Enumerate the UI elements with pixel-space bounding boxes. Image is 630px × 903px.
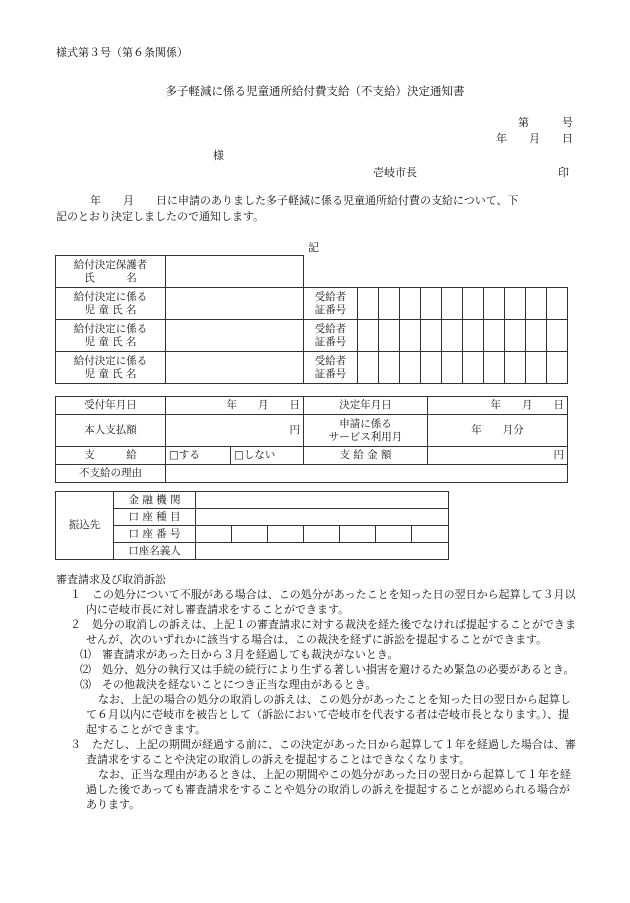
child-name-value[interactable] — [166, 288, 304, 320]
cert-digit[interactable] — [400, 352, 421, 384]
cert-digit[interactable] — [505, 288, 526, 320]
cert-digit[interactable] — [379, 320, 400, 352]
account-holder-value[interactable] — [196, 543, 449, 560]
appeal-notes — [56, 572, 576, 812]
cert-number-label: 受給者 証番号 — [304, 352, 358, 384]
cert-digit[interactable] — [358, 320, 379, 352]
note-paragraph-3: なお、正当な理由があるときは、上記の期間やこの処分があった日の翌日から起算して１年を経過した後であっても審査請求をすることや処分の取消しの訴えを提起することが認められる場合があります。 — [86, 768, 571, 811]
blank-area — [304, 256, 568, 288]
child-name-label: 給付決定に係る 児 童 氏 名 — [56, 288, 166, 320]
transfer-label: 振込先 — [56, 492, 114, 560]
account-digit[interactable] — [232, 526, 268, 543]
cert-digit[interactable] — [421, 352, 442, 384]
decision-date-label: 決定年月日 — [304, 397, 428, 415]
cert-digit[interactable] — [358, 288, 379, 320]
cert-digit[interactable] — [484, 288, 505, 320]
account-digit[interactable] — [340, 526, 376, 543]
self-pay-value[interactable]: 円 — [166, 415, 304, 447]
child-row — [56, 352, 568, 384]
note-item-1: １ この処分について不服がある場合は、この処分があったことを知った日の翌日から起算して３月以内に壱岐市長に対し審査請求をすることができます。 — [70, 588, 576, 616]
cert-digit[interactable] — [547, 352, 568, 384]
cert-digit[interactable] — [547, 288, 568, 320]
notes-heading: 審査請求及び取消訴訟 — [56, 573, 166, 586]
note-sub-2: ⑵ 処分、処分の執行又は手続の続行により生ずる著しい損害を避けるため緊急の必要があるとき。 — [80, 663, 575, 676]
cert-digit[interactable] — [400, 288, 421, 320]
page-title: 多子軽減に係る児童通所給付費支給（不支給）決定通知書 — [165, 84, 465, 98]
received-date-label: 受付年月日 — [56, 397, 166, 415]
child-row — [56, 288, 568, 320]
cert-digit[interactable] — [421, 288, 442, 320]
account-type-value[interactable] — [196, 509, 449, 526]
account-number-label: 口 座 番 号 — [114, 526, 196, 543]
note-item-2: ２ 処分の取消しの訴えは、上記１の審査請求に対する裁決を経た後でなければ提起することができませんが、次のいずれかに該当する場合は、この裁決を経ずに訴訟を提起することができます。 — [70, 618, 576, 646]
service-month-value[interactable]: 年 月分 — [428, 415, 568, 447]
guardian-name-value[interactable] — [166, 256, 304, 288]
child-name-value[interactable] — [166, 352, 304, 384]
payment-no-checkbox[interactable]: □しない — [231, 447, 304, 465]
cert-digit[interactable] — [442, 352, 463, 384]
account-digit[interactable] — [196, 526, 232, 543]
amount-label: 支 給 金 額 — [304, 447, 428, 465]
amount-value[interactable]: 円 — [428, 447, 568, 465]
note-item-3: ３ ただし、上記の期間が経過する前に、この決定があった日から起算して１年を経過した場合は、審査請求をすることや決定の取消しの訴えを提起することはできなくなります。 — [70, 738, 576, 766]
cert-digit[interactable] — [484, 320, 505, 352]
service-month-label: 申請に係る サービス利用月 — [304, 415, 428, 447]
cert-digit[interactable] — [358, 352, 379, 384]
addressee-suffix: 様 — [213, 149, 224, 162]
reason-label: 不支給の理由 — [56, 465, 166, 483]
note-sub-1: ⑴ 審査請求があった日から３月を経過しても裁決がないとき。 — [80, 648, 399, 661]
bank-value[interactable] — [196, 492, 449, 509]
reason-value[interactable] — [166, 465, 568, 483]
issuer-name: 壱岐市長 — [373, 166, 417, 179]
cert-digit[interactable] — [463, 320, 484, 352]
issue-date: 年 月 日 — [496, 132, 573, 145]
cert-digit[interactable] — [484, 352, 505, 384]
cert-digit[interactable] — [421, 320, 442, 352]
account-digit[interactable] — [304, 526, 340, 543]
decision-date-value[interactable]: 年 月 日 — [428, 397, 568, 415]
cert-digit[interactable] — [505, 320, 526, 352]
cert-digit[interactable] — [379, 288, 400, 320]
cert-digit[interactable] — [442, 320, 463, 352]
payment-yes-checkbox[interactable]: □する — [166, 447, 231, 465]
account-digit[interactable] — [412, 526, 449, 543]
cert-digit[interactable] — [379, 352, 400, 384]
account-digit[interactable] — [376, 526, 412, 543]
cert-digit[interactable] — [526, 320, 547, 352]
child-name-label: 給付決定に係る 児 童 氏 名 — [56, 352, 166, 384]
guardian-name-label: 給付決定保護者 氏 名 — [56, 256, 166, 288]
cert-number-label: 受給者 証番号 — [304, 288, 358, 320]
seal-mark: 印 — [558, 166, 569, 179]
note-paragraph-2: なお、上記の場合の処分の取消しの訴えは、この処分があったことを知った日の翌日から起算して６月以内に壱岐市を被告として（訴訟において壱岐市を代表する者は壱岐市長となります。）、提起することができます。 — [86, 693, 571, 736]
transfer-table — [55, 491, 449, 560]
cert-digit[interactable] — [400, 320, 421, 352]
child-name-label: 給付決定に係る 児 童 氏 名 — [56, 320, 166, 352]
cert-digit[interactable] — [526, 352, 547, 384]
cert-number-label: 受給者 証番号 — [304, 320, 358, 352]
payment-label: 支 給 — [56, 447, 166, 465]
cert-digit[interactable] — [463, 352, 484, 384]
decision-table — [55, 396, 568, 483]
body-line-2: 記のとおり決定しましたので通知します。 — [56, 210, 265, 223]
account-digit[interactable] — [268, 526, 304, 543]
self-pay-label: 本人支払額 — [56, 415, 166, 447]
body-line-1: 年 月 日に申請のありました多子軽減に係る児童通所給付費の支給について、下 — [90, 194, 519, 207]
cert-digit[interactable] — [547, 320, 568, 352]
account-holder-label: 口座名義人 — [114, 543, 196, 560]
note-sub-3: ⑶ その他裁決を経ないことにつき正当な理由があるとき。 — [80, 678, 377, 691]
document-number: 第 号 — [518, 116, 573, 129]
ki-heading: 記 — [308, 241, 319, 254]
received-date-value[interactable]: 年 月 日 — [166, 397, 304, 415]
bank-label: 金 融 機 関 — [114, 492, 196, 509]
form-label: 様式第３号（第６条関係） — [56, 46, 188, 59]
cert-digit[interactable] — [463, 288, 484, 320]
child-row — [56, 320, 568, 352]
cert-digit[interactable] — [505, 352, 526, 384]
account-type-label: 口 座 種 目 — [114, 509, 196, 526]
recipient-table — [55, 255, 568, 384]
cert-digit[interactable] — [442, 288, 463, 320]
cert-digit[interactable] — [526, 288, 547, 320]
child-name-value[interactable] — [166, 320, 304, 352]
